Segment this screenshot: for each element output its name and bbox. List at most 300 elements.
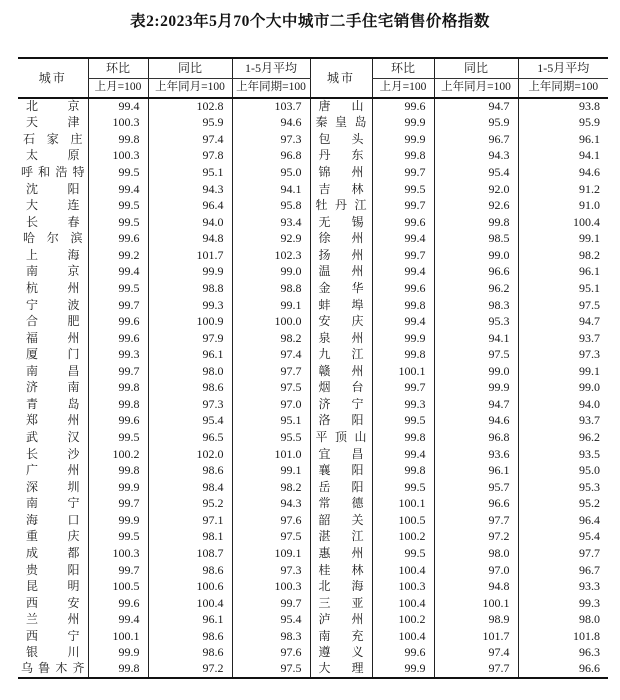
city-name: 深 圳 — [26, 479, 80, 494]
table-row — [18, 611, 608, 628]
city-name: 济 宁 — [310, 396, 372, 413]
yoy-value: 98.6 — [148, 645, 232, 662]
avg-value: 95.9 — [518, 115, 608, 132]
avg-value: 96.7 — [518, 562, 608, 579]
mom-value: 99.4 — [88, 611, 148, 628]
yoy-value: 94.8 — [434, 578, 518, 595]
avg-value: 98.0 — [518, 611, 608, 628]
mom-value: 99.6 — [88, 313, 148, 330]
mom-value: 100.5 — [372, 512, 434, 529]
avg-value: 96.4 — [518, 512, 608, 529]
city-name: 长 沙 — [26, 446, 80, 461]
city-name: 济 南 — [26, 380, 80, 395]
avg-value: 93.7 — [518, 413, 608, 430]
mom-value: 99.8 — [372, 148, 434, 165]
mom-value: 99.5 — [372, 181, 434, 198]
avg-value: 97.5 — [518, 297, 608, 314]
city-name: 岳 阳 — [310, 479, 372, 496]
table-row — [18, 396, 608, 413]
city-name: 平 顶 山 — [310, 429, 372, 446]
yoy-value: 95.7 — [434, 479, 518, 496]
mom-value: 99.5 — [88, 529, 148, 546]
yoy-value: 96.1 — [434, 462, 518, 479]
yoy-value: 96.4 — [148, 197, 232, 214]
yoy-value: 99.9 — [148, 264, 232, 281]
mom-value: 100.2 — [372, 611, 434, 628]
mom-value: 99.5 — [372, 413, 434, 430]
yoy-value: 97.5 — [434, 346, 518, 363]
avg-value: 97.3 — [232, 562, 310, 579]
city-name: 太 原 — [26, 148, 80, 163]
header-yoy-left: 同比 — [148, 58, 232, 78]
city-name: 吉 林 — [310, 181, 372, 198]
avg-value: 98.2 — [232, 479, 310, 496]
avg-value: 97.4 — [232, 346, 310, 363]
avg-value: 94.6 — [232, 115, 310, 132]
mom-value: 100.3 — [88, 148, 148, 165]
yoy-value: 99.3 — [148, 297, 232, 314]
yoy-value: 94.7 — [434, 98, 518, 115]
yoy-value: 96.1 — [148, 346, 232, 363]
city-name: 九 江 — [310, 346, 372, 363]
avg-value: 95.4 — [518, 529, 608, 546]
avg-value: 99.1 — [518, 363, 608, 380]
yoy-value: 94.7 — [434, 396, 518, 413]
mom-value: 100.3 — [88, 545, 148, 562]
yoy-value: 95.1 — [148, 164, 232, 181]
yoy-value: 97.0 — [434, 562, 518, 579]
mom-value: 99.5 — [88, 214, 148, 231]
yoy-value: 98.4 — [148, 479, 232, 496]
mom-value: 99.7 — [372, 164, 434, 181]
avg-value: 100.4 — [518, 214, 608, 231]
avg-value: 91.0 — [518, 197, 608, 214]
yoy-value: 97.7 — [434, 661, 518, 678]
yoy-value: 100.4 — [148, 595, 232, 612]
avg-value: 94.0 — [518, 396, 608, 413]
city-name: 宁 波 — [26, 297, 80, 312]
city-name: 泸 州 — [310, 611, 372, 628]
city-name: 桂 林 — [310, 562, 372, 579]
city-name: 上 海 — [26, 247, 80, 262]
avg-value: 93.4 — [232, 214, 310, 231]
mom-value: 99.4 — [372, 264, 434, 281]
table-row — [18, 214, 608, 231]
table-body — [18, 98, 608, 678]
header-avg-base-left: 上年同期=100 — [232, 78, 310, 98]
mom-value: 99.6 — [88, 413, 148, 430]
yoy-value: 99.8 — [434, 214, 518, 231]
mom-value: 99.2 — [88, 247, 148, 264]
table-row — [18, 595, 608, 612]
city-name: 西 安 — [26, 595, 80, 610]
yoy-value: 97.4 — [148, 131, 232, 148]
mom-value: 99.8 — [372, 346, 434, 363]
mom-value: 99.7 — [88, 562, 148, 579]
table-row — [18, 280, 608, 297]
city-name: 韶 关 — [310, 512, 372, 529]
city-name: 沈 阳 — [26, 181, 80, 196]
mom-value: 100.4 — [372, 562, 434, 579]
city-name: 泉 州 — [310, 330, 372, 347]
table-row — [18, 197, 608, 214]
table-row — [18, 496, 608, 513]
avg-value: 96.1 — [518, 264, 608, 281]
yoy-value: 98.6 — [148, 628, 232, 645]
city-name: 蚌 埠 — [310, 297, 372, 314]
avg-value: 97.7 — [518, 545, 608, 562]
yoy-value: 96.2 — [434, 280, 518, 297]
avg-value: 99.3 — [518, 595, 608, 612]
mom-value: 99.9 — [88, 645, 148, 662]
avg-value: 95.5 — [232, 429, 310, 446]
mom-value: 100.1 — [372, 363, 434, 380]
avg-value: 96.1 — [518, 131, 608, 148]
avg-value: 101.0 — [232, 446, 310, 463]
mom-value: 99.4 — [88, 264, 148, 281]
mom-value: 100.4 — [372, 595, 434, 612]
avg-value: 99.1 — [232, 297, 310, 314]
avg-value: 99.0 — [232, 264, 310, 281]
mom-value: 99.4 — [88, 181, 148, 198]
table-header — [18, 58, 608, 98]
yoy-value: 97.2 — [148, 661, 232, 678]
yoy-value: 98.9 — [434, 611, 518, 628]
mom-value: 99.6 — [372, 280, 434, 297]
city-name: 成 都 — [26, 545, 80, 560]
city-name: 南 宁 — [26, 496, 80, 511]
city-name: 石 家 庄 — [23, 131, 83, 146]
table-row — [18, 462, 608, 479]
mom-value: 99.5 — [88, 429, 148, 446]
mom-value: 99.5 — [372, 479, 434, 496]
mom-value: 100.4 — [372, 628, 434, 645]
yoy-value: 95.2 — [148, 496, 232, 513]
yoy-value: 94.6 — [434, 413, 518, 430]
avg-value: 95.3 — [518, 479, 608, 496]
avg-value: 99.1 — [232, 462, 310, 479]
header-yoy-base-left: 上年同月=100 — [148, 78, 232, 98]
yoy-value: 95.4 — [434, 164, 518, 181]
avg-value: 97.3 — [232, 131, 310, 148]
header-yoy-base-right: 上年同月=100 — [434, 78, 518, 98]
table-row — [18, 231, 608, 248]
avg-value: 96.8 — [232, 148, 310, 165]
table-row — [18, 131, 608, 148]
mom-value: 99.5 — [88, 164, 148, 181]
yoy-value: 102.0 — [148, 446, 232, 463]
yoy-value: 100.9 — [148, 313, 232, 330]
header-mom-base-left: 上月=100 — [88, 78, 148, 98]
avg-value: 98.8 — [232, 280, 310, 297]
avg-value: 95.1 — [232, 413, 310, 430]
city-name: 安 庆 — [310, 313, 372, 330]
yoy-value: 94.3 — [434, 148, 518, 165]
mom-value: 100.3 — [88, 115, 148, 132]
yoy-value: 98.3 — [434, 297, 518, 314]
avg-value: 97.5 — [232, 529, 310, 546]
yoy-value: 98.1 — [148, 529, 232, 546]
city-name: 合 肥 — [26, 314, 80, 329]
table-row — [18, 628, 608, 645]
mom-value: 99.4 — [372, 446, 434, 463]
yoy-value: 98.6 — [148, 462, 232, 479]
table-row — [18, 98, 608, 115]
city-name: 温 州 — [310, 264, 372, 281]
city-name: 兰 州 — [26, 612, 80, 627]
yoy-value: 94.1 — [434, 330, 518, 347]
yoy-value: 96.8 — [434, 429, 518, 446]
yoy-value: 99.9 — [434, 380, 518, 397]
city-name: 秦 皇 岛 — [310, 115, 372, 132]
yoy-value: 102.8 — [148, 98, 232, 115]
table-row — [18, 512, 608, 529]
table-row — [18, 529, 608, 546]
mom-value: 99.8 — [88, 396, 148, 413]
avg-value: 94.1 — [232, 181, 310, 198]
yoy-value: 96.1 — [148, 611, 232, 628]
mom-value: 100.2 — [372, 529, 434, 546]
table-row — [18, 413, 608, 430]
table-row — [18, 148, 608, 165]
avg-value: 101.8 — [518, 628, 608, 645]
city-name: 丹 东 — [310, 148, 372, 165]
avg-value: 97.5 — [232, 661, 310, 678]
yoy-value: 95.9 — [434, 115, 518, 132]
city-name: 扬 州 — [310, 247, 372, 264]
table-row — [18, 164, 608, 181]
city-name: 金 华 — [310, 280, 372, 297]
avg-value: 98.2 — [518, 247, 608, 264]
city-name: 徐 州 — [310, 231, 372, 248]
yoy-value: 96.7 — [434, 131, 518, 148]
table-row — [18, 446, 608, 463]
mom-value: 99.6 — [372, 214, 434, 231]
table-row — [18, 247, 608, 264]
table-row — [18, 645, 608, 662]
city-name: 天 津 — [26, 115, 80, 130]
yoy-value: 96.6 — [434, 496, 518, 513]
city-name: 西 宁 — [26, 628, 80, 643]
mom-value: 100.1 — [372, 496, 434, 513]
mom-value: 99.8 — [88, 462, 148, 479]
table-row — [18, 661, 608, 678]
mom-value: 99.6 — [372, 98, 434, 115]
city-name: 宜 昌 — [310, 446, 372, 463]
city-name: 贵 阳 — [26, 562, 80, 577]
header-mom-right: 环比 — [372, 58, 434, 78]
city-name: 唐 山 — [310, 98, 372, 115]
avg-value: 93.8 — [518, 98, 608, 115]
table-row — [18, 578, 608, 595]
city-name: 赣 州 — [310, 363, 372, 380]
yoy-value: 98.6 — [148, 380, 232, 397]
mom-value: 100.3 — [372, 578, 434, 595]
avg-value: 109.1 — [232, 545, 310, 562]
city-name: 烟 台 — [310, 380, 372, 397]
table-row — [18, 181, 608, 198]
avg-value: 98.2 — [232, 330, 310, 347]
city-name: 杭 州 — [26, 280, 80, 295]
yoy-value: 98.8 — [148, 280, 232, 297]
city-name: 大 连 — [26, 198, 80, 213]
city-name: 青 岛 — [26, 396, 80, 411]
city-name: 南 昌 — [26, 363, 80, 378]
city-name: 哈 尔 滨 — [23, 231, 83, 246]
avg-value: 99.1 — [518, 231, 608, 248]
yoy-value: 100.6 — [148, 578, 232, 595]
mom-value: 100.1 — [88, 628, 148, 645]
city-name: 广 州 — [26, 463, 80, 478]
mom-value: 99.7 — [372, 247, 434, 264]
yoy-value: 94.8 — [148, 231, 232, 248]
avg-value: 94.1 — [518, 148, 608, 165]
city-name: 遵 义 — [310, 645, 372, 662]
mom-value: 99.5 — [88, 197, 148, 214]
yoy-value: 97.3 — [148, 396, 232, 413]
header-avg-base-right: 上年同期=100 — [518, 78, 608, 98]
yoy-value: 98.0 — [148, 363, 232, 380]
header-city-left: 城市 — [38, 70, 67, 85]
yoy-value: 95.3 — [434, 313, 518, 330]
yoy-value: 101.7 — [148, 247, 232, 264]
table-row — [18, 479, 608, 496]
mom-value: 99.6 — [372, 645, 434, 662]
mom-value: 99.7 — [372, 380, 434, 397]
avg-value: 100.0 — [232, 313, 310, 330]
avg-value: 95.0 — [518, 462, 608, 479]
table-row — [18, 562, 608, 579]
yoy-value: 97.2 — [434, 529, 518, 546]
yoy-value: 100.1 — [434, 595, 518, 612]
avg-value: 100.3 — [232, 578, 310, 595]
mom-value: 99.9 — [88, 479, 148, 496]
avg-value: 96.2 — [518, 429, 608, 446]
table-row — [18, 115, 608, 132]
mom-value: 99.7 — [88, 363, 148, 380]
avg-value: 103.7 — [232, 98, 310, 115]
table-row — [18, 429, 608, 446]
mom-value: 99.6 — [88, 595, 148, 612]
mom-value: 99.7 — [88, 297, 148, 314]
city-name: 北 海 — [310, 578, 372, 595]
yoy-value: 97.8 — [148, 148, 232, 165]
mom-value: 100.5 — [88, 578, 148, 595]
mom-value: 99.7 — [88, 496, 148, 513]
yoy-value: 95.9 — [148, 115, 232, 132]
mom-value: 99.9 — [372, 330, 434, 347]
city-name: 长 春 — [26, 214, 80, 229]
mom-value: 99.8 — [88, 131, 148, 148]
yoy-value: 98.0 — [434, 545, 518, 562]
city-name: 锦 州 — [310, 164, 372, 181]
table-row — [18, 545, 608, 562]
avg-value: 91.2 — [518, 181, 608, 198]
city-name: 重 庆 — [26, 529, 80, 544]
avg-value: 99.7 — [232, 595, 310, 612]
table-row — [18, 363, 608, 380]
city-name: 三 亚 — [310, 595, 372, 612]
avg-value: 97.5 — [232, 380, 310, 397]
header-mom-base-right: 上月=100 — [372, 78, 434, 98]
avg-value: 95.4 — [232, 611, 310, 628]
avg-value: 99.0 — [518, 380, 608, 397]
page-title: 表2:2023年5月70个大中城市二手住宅销售价格指数 — [130, 13, 490, 30]
mom-value: 99.6 — [88, 231, 148, 248]
price-index-table — [18, 57, 608, 679]
table-row — [18, 313, 608, 330]
mom-value: 100.2 — [88, 446, 148, 463]
avg-value: 102.3 — [232, 247, 310, 264]
avg-value: 97.0 — [232, 396, 310, 413]
yoy-value: 99.0 — [434, 363, 518, 380]
avg-value: 97.6 — [232, 512, 310, 529]
city-name: 呼 和 浩 特 — [21, 165, 85, 180]
avg-value: 98.3 — [232, 628, 310, 645]
yoy-value: 108.7 — [148, 545, 232, 562]
avg-value: 95.0 — [232, 164, 310, 181]
mom-value: 99.3 — [372, 396, 434, 413]
city-name: 福 州 — [26, 330, 80, 345]
mom-value: 99.9 — [372, 661, 434, 678]
mom-value: 99.4 — [88, 98, 148, 115]
avg-value: 96.3 — [518, 645, 608, 662]
header-city-right: 城市 — [310, 58, 372, 98]
mom-value: 99.9 — [88, 512, 148, 529]
avg-value: 93.3 — [518, 578, 608, 595]
yoy-value: 97.4 — [434, 645, 518, 662]
city-name: 无 锡 — [310, 214, 372, 231]
yoy-value: 99.0 — [434, 247, 518, 264]
yoy-value: 98.6 — [148, 562, 232, 579]
header-avg-left: 1-5月平均 — [232, 58, 310, 78]
yoy-value: 98.5 — [434, 231, 518, 248]
yoy-value: 97.7 — [434, 512, 518, 529]
mom-value: 99.9 — [372, 115, 434, 132]
avg-value: 97.3 — [518, 346, 608, 363]
yoy-value: 95.4 — [148, 413, 232, 430]
yoy-value: 92.6 — [434, 197, 518, 214]
city-name: 南 京 — [26, 264, 80, 279]
table-row — [18, 297, 608, 314]
mom-value: 99.8 — [88, 380, 148, 397]
yoy-value: 92.0 — [434, 181, 518, 198]
table-row — [18, 380, 608, 397]
city-name: 乌 鲁 木 齐 — [21, 661, 85, 676]
yoy-value: 96.6 — [434, 264, 518, 281]
avg-value: 93.5 — [518, 446, 608, 463]
yoy-value: 94.0 — [148, 214, 232, 231]
city-name: 常 德 — [310, 496, 372, 513]
mom-value: 99.9 — [372, 131, 434, 148]
city-name: 南 充 — [310, 628, 372, 645]
avg-value: 93.7 — [518, 330, 608, 347]
city-name: 昆 明 — [26, 579, 80, 594]
mom-value: 99.7 — [372, 197, 434, 214]
mom-value: 99.8 — [88, 661, 148, 678]
yoy-value: 93.6 — [434, 446, 518, 463]
header-yoy-right: 同比 — [434, 58, 518, 78]
city-name: 厦 门 — [26, 347, 80, 362]
city-name: 银 川 — [26, 645, 80, 660]
city-name: 惠 州 — [310, 545, 372, 562]
yoy-value: 94.3 — [148, 181, 232, 198]
mom-value: 99.4 — [372, 231, 434, 248]
city-name: 包 头 — [310, 131, 372, 148]
city-name: 湛 江 — [310, 529, 372, 546]
avg-value: 95.8 — [232, 197, 310, 214]
city-name: 武 汉 — [26, 430, 80, 445]
